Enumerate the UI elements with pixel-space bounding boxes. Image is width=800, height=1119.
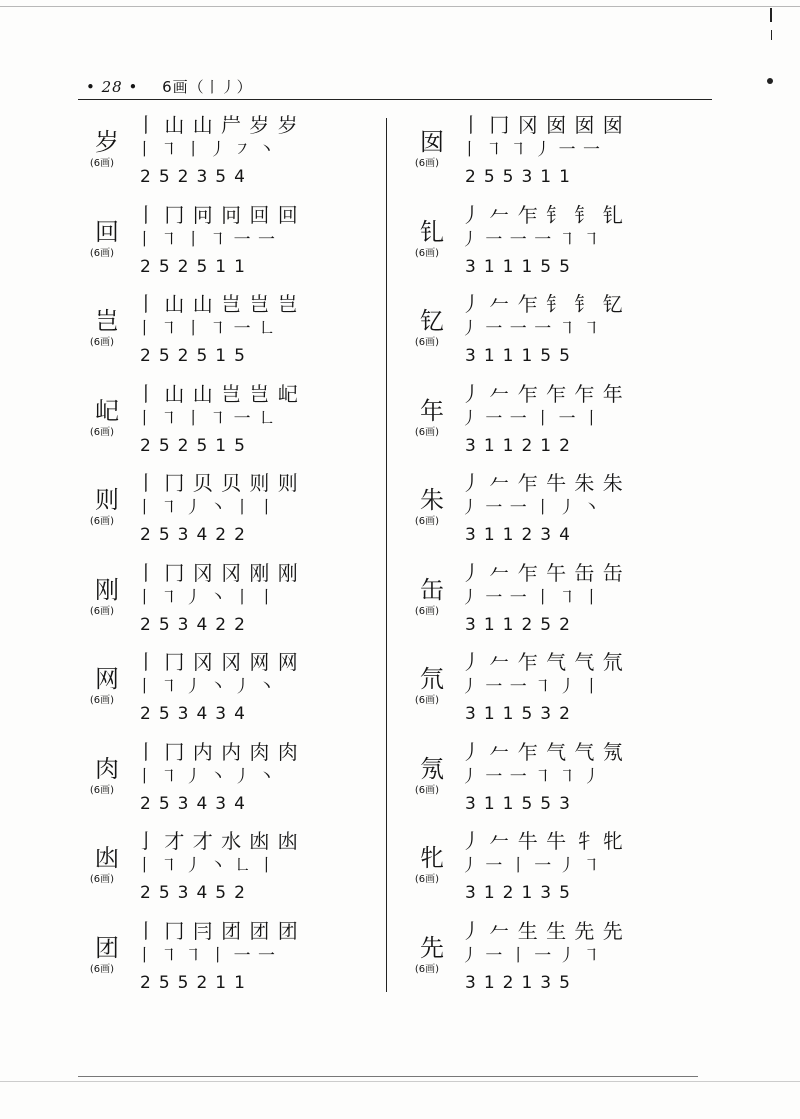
page-header (86, 76, 253, 97)
stroke-shapes: 丿 一 一 一 ㇕ ㇕ (461, 229, 602, 250)
stroke-numbers: 311155 (465, 256, 578, 277)
stroke-shapes: 丨 ㇕ 丿 丶 丿 丶 (136, 677, 277, 697)
entry (80, 826, 380, 916)
entry-character: 凼 (95, 844, 119, 872)
entry (405, 826, 705, 916)
stroke-numbers: 253434 (140, 704, 253, 724)
stroke-progression: 丨 冂 贝 贝 则 则 (136, 471, 299, 495)
entry (405, 647, 705, 737)
stroke-shapes: 丿 一 丨 一 丿 ㇕ (461, 945, 602, 966)
stroke-numbers: 311532 (465, 704, 578, 724)
stroke-count-label: (6画) (414, 963, 440, 975)
stroke-count-label: (6画) (414, 158, 440, 169)
stroke-numbers: 252515 (140, 346, 253, 366)
stroke-progression: 丨 山 山 屵 岁 岁 (136, 113, 299, 137)
entry-character: 钇 (420, 307, 444, 335)
stroke-numbers: 253422 (140, 614, 253, 635)
entry (405, 916, 705, 1006)
header-rule (78, 99, 712, 100)
stroke-numbers: 311252 (465, 614, 578, 635)
stroke-count-label: (6画) (89, 784, 115, 796)
entry (405, 558, 705, 648)
stroke-progression: 丨 冂 冈 冈 刚 刚 (136, 560, 299, 585)
stroke-progression: 丿 𠂉 乍 钅 钅 钆 (461, 202, 624, 227)
entry-character: 岂 (95, 307, 119, 335)
stroke-shapes: 丨 ㇕ 丿 丶 丨 丨 (136, 498, 277, 518)
top-rule (0, 6, 800, 7)
stroke-progression: 丿 𠂉 生 生 先 先 (461, 918, 624, 943)
stroke-count-label: (6画) (89, 337, 115, 348)
stroke-shapes: 丨 ㇕ ㇕ 丿 一 一 (461, 140, 602, 160)
stroke-shapes: 丿 一 一 一 ㇕ ㇕ (461, 319, 602, 339)
column-divider (386, 118, 387, 992)
stroke-count-label: (6画) (414, 426, 440, 438)
stroke-progression: 丿 𠂉 牛 牛 牜 牝 (461, 829, 624, 853)
entry (80, 379, 380, 469)
left-column (80, 110, 380, 1005)
stroke-shapes: 丿 一 一 丨 一 丨 (461, 408, 602, 429)
stroke-numbers: 312135 (465, 883, 578, 903)
stroke-shapes: 丿 一 丨 一 丿 ㇕ (461, 856, 602, 876)
bottom-rule (78, 1076, 698, 1077)
stroke-numbers: 252354 (140, 167, 253, 187)
stroke-numbers: 255311 (465, 167, 578, 187)
right-column (405, 110, 705, 1005)
entry-character: 朱 (420, 486, 444, 514)
stroke-shapes: 丨 ㇕ ㇕ 丨 一 一 (136, 945, 277, 966)
stroke-progression: 丿 𠂉 乍 气 气 氖 (461, 739, 624, 764)
stroke-progression: 亅 才 才 水 凼 凼 (136, 829, 299, 853)
stroke-numbers: 252511 (140, 256, 253, 277)
entry-character: 缶 (420, 575, 444, 604)
stroke-numbers: 311553 (465, 793, 578, 814)
entry-character: 氖 (420, 754, 444, 783)
page-number: • 28 • (86, 78, 139, 96)
bottom-scan-line (0, 1081, 800, 1082)
entry-character: 钆 (420, 217, 444, 246)
entry-character: 刚 (95, 575, 119, 604)
stroke-shapes: 丨 ㇕ 丿 丶 ㇗ 丨 (136, 856, 277, 876)
stroke-shapes: 丨 ㇕ 丨 ㇕ 一 一 (136, 229, 277, 250)
stroke-numbers: 253452 (140, 883, 253, 903)
entry-character: 年 (420, 396, 444, 425)
stroke-progression: 丨 山 山 岂 岂 屺 (136, 381, 299, 406)
entry (80, 737, 380, 827)
entry-character: 牝 (420, 844, 444, 872)
entry (80, 558, 380, 648)
stroke-shapes: 丨 ㇕ 丿 丶 丨 丨 (136, 587, 277, 608)
stroke-shapes: 丨 ㇕ 丨 ㇕ 一 ㇗ (136, 408, 277, 429)
stroke-count-label: (6画) (89, 605, 115, 617)
entry (405, 379, 705, 469)
stroke-count-label: (6画) (414, 874, 440, 885)
entry-character: 回 (95, 217, 119, 246)
entry (405, 737, 705, 827)
entry-character: 网 (95, 665, 119, 693)
stroke-numbers: 255211 (140, 972, 253, 993)
stroke-count-label: (6画) (414, 247, 440, 259)
scan-mark (771, 30, 772, 40)
stroke-progression: 丨 冂 冃 团 团 团 (136, 918, 299, 943)
stroke-progression: 丿 𠂉 乍 钅 钅 钇 (461, 292, 624, 316)
stroke-count-label: (6画) (89, 516, 115, 527)
stroke-numbers: 311234 (465, 525, 578, 545)
stroke-count-label: (6画) (89, 874, 115, 885)
stroke-numbers: 311155 (465, 346, 578, 366)
stroke-count-label: (6画) (89, 963, 115, 975)
stroke-count-label: (6画) (89, 695, 115, 706)
stroke-count-label: (6画) (414, 516, 440, 527)
entry-character: 岁 (95, 128, 119, 156)
stroke-progression: 丿 𠂉 乍 气 气 氘 (461, 650, 624, 674)
entry-character: 肉 (95, 754, 119, 783)
stroke-count-label: (6画) (414, 695, 440, 706)
stroke-progression: 丨 冂 内 内 肉 肉 (136, 739, 299, 764)
stroke-progression: 丿 𠂉 乍 午 缶 缶 (461, 560, 624, 585)
stroke-shapes: 丨 ㇕ 丿 丶 丿 丶 (136, 766, 277, 787)
stroke-progression: 丨 冂 冈 囡 囡 囡 (461, 113, 624, 137)
entry (405, 200, 705, 290)
scan-mark (767, 78, 773, 84)
entry (80, 110, 380, 200)
stroke-count-label: (6画) (414, 337, 440, 348)
stroke-shapes: 丨 ㇕ 丨 ㇕ 一 ㇗ (136, 319, 277, 339)
stroke-count-label: (6画) (89, 158, 115, 169)
entry (80, 468, 380, 558)
scan-mark (770, 8, 772, 22)
entry (80, 200, 380, 290)
stroke-numbers: 311212 (465, 435, 578, 456)
entry-character: 屺 (95, 396, 119, 425)
stroke-numbers: 252515 (140, 435, 253, 456)
stroke-shapes: 丿 一 一 丨 ㇕ 丨 (461, 587, 602, 608)
entry (405, 110, 705, 200)
stroke-progression: 丿 𠂉 乍 乍 乍 年 (461, 381, 624, 406)
section-title: 6画（丨丿） (162, 78, 253, 96)
entry-character: 团 (95, 933, 119, 962)
stroke-numbers: 253422 (140, 525, 253, 545)
entry (80, 916, 380, 1006)
stroke-progression: 丨 冂 冋 冋 回 回 (136, 202, 299, 227)
entry (405, 468, 705, 558)
stroke-count-label: (6画) (89, 426, 115, 438)
stroke-count-label: (6画) (89, 247, 115, 259)
stroke-progression: 丿 𠂉 乍 牛 朱 朱 (461, 471, 624, 495)
stroke-count-label: (6画) (414, 605, 440, 617)
entry-character: 先 (420, 933, 444, 962)
stroke-progression: 丨 冂 冈 冈 网 网 (136, 650, 299, 674)
entry-character: 囡 (420, 128, 444, 156)
stroke-shapes: 丿 一 一 丨 丿 丶 (461, 498, 602, 518)
stroke-count-label: (6画) (414, 784, 440, 796)
stroke-shapes: 丿 一 一 ㇕ ㇕ 丿 (461, 766, 602, 787)
entry-character: 则 (95, 486, 119, 514)
stroke-progression: 丨 山 山 岂 岂 岂 (136, 292, 299, 316)
entry (80, 647, 380, 737)
entry (405, 289, 705, 379)
entry-character: 氘 (420, 665, 444, 693)
stroke-numbers: 253434 (140, 793, 253, 814)
entry (80, 289, 380, 379)
stroke-shapes: 丨 ㇕ 丨 丿 ㇇ 丶 (136, 140, 277, 160)
stroke-shapes: 丿 一 一 ㇕ 丿 丨 (461, 677, 602, 697)
stroke-numbers: 312135 (465, 972, 578, 993)
